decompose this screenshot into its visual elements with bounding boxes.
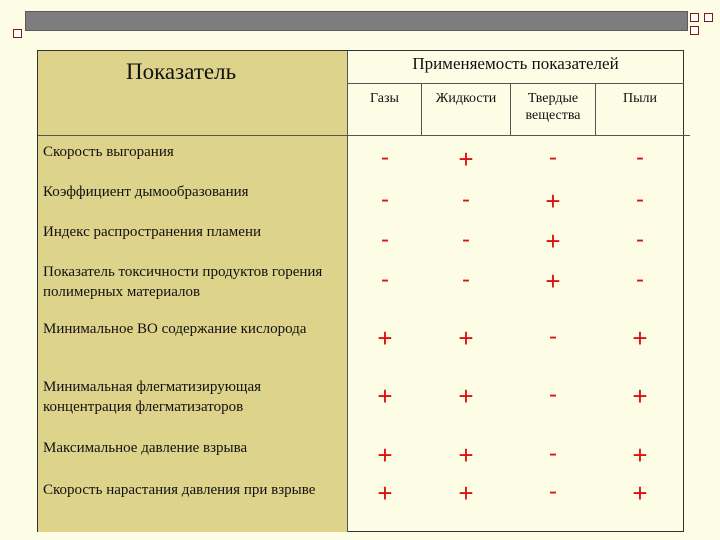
plus-mark: + xyxy=(458,323,474,353)
row-label: Показатель токсичности продуктов горения полимерных материалов xyxy=(38,258,347,315)
plus-mark: + xyxy=(632,323,648,353)
minus-mark: - xyxy=(549,381,557,408)
minus-mark: - xyxy=(636,144,644,171)
plus-mark: + xyxy=(377,381,393,411)
plus-mark: + xyxy=(632,381,648,411)
applicability-header: Применяемость показателей xyxy=(412,54,619,73)
minus-mark: - xyxy=(636,266,644,293)
row-label: Скорость нарастания давления при взрыве xyxy=(38,470,347,532)
row-label: Индекс распространения пламени xyxy=(38,218,347,258)
minus-mark: - xyxy=(462,226,470,253)
title-bar xyxy=(25,11,688,31)
minus-mark: - xyxy=(636,226,644,253)
plus-mark: + xyxy=(458,440,474,470)
plus-mark: + xyxy=(458,381,474,411)
divider xyxy=(347,83,684,84)
plus-mark: + xyxy=(377,323,393,353)
plus-mark: + xyxy=(377,478,393,508)
column-header-gases: Газы xyxy=(370,91,399,106)
plus-mark: + xyxy=(545,266,561,296)
minus-mark: - xyxy=(549,478,557,505)
minus-mark: - xyxy=(381,186,389,213)
plus-mark: + xyxy=(377,440,393,470)
row-label: Минимальное ВО содержание кислорода xyxy=(38,315,347,373)
square-bullet-icon xyxy=(704,13,713,22)
column-header-liquids: Жидкости xyxy=(435,91,497,106)
indicator-header-cell xyxy=(38,51,347,135)
square-bullet-icon xyxy=(13,29,22,38)
minus-mark: - xyxy=(549,323,557,350)
column-header-solids: Твердые вещества xyxy=(525,91,581,123)
plus-mark: + xyxy=(458,144,474,174)
minus-mark: - xyxy=(549,440,557,467)
row-label: Максимальное давление взрыва xyxy=(38,432,347,470)
square-bullet-icon xyxy=(690,26,699,35)
row-label: Скорость выгорания xyxy=(38,136,347,178)
divider xyxy=(347,51,348,532)
minus-mark: - xyxy=(636,186,644,213)
minus-mark: - xyxy=(381,266,389,293)
plus-mark: + xyxy=(545,226,561,256)
minus-mark: - xyxy=(381,144,389,171)
minus-mark: - xyxy=(462,266,470,293)
minus-mark: - xyxy=(381,226,389,253)
plus-mark: + xyxy=(632,440,648,470)
row-label: Минимальная флегматизирующая концентрация флегматизаторов xyxy=(38,373,347,432)
minus-mark: - xyxy=(462,186,470,213)
plus-mark: + xyxy=(632,478,648,508)
square-bullet-icon xyxy=(690,13,699,22)
indicator-header: Показатель xyxy=(126,59,237,84)
row-label: Коэффициент дымообразования xyxy=(38,178,347,218)
minus-mark: - xyxy=(549,144,557,171)
plus-mark: + xyxy=(458,478,474,508)
column-header-dusts: Пыли xyxy=(623,91,657,106)
plus-mark: + xyxy=(545,186,561,216)
